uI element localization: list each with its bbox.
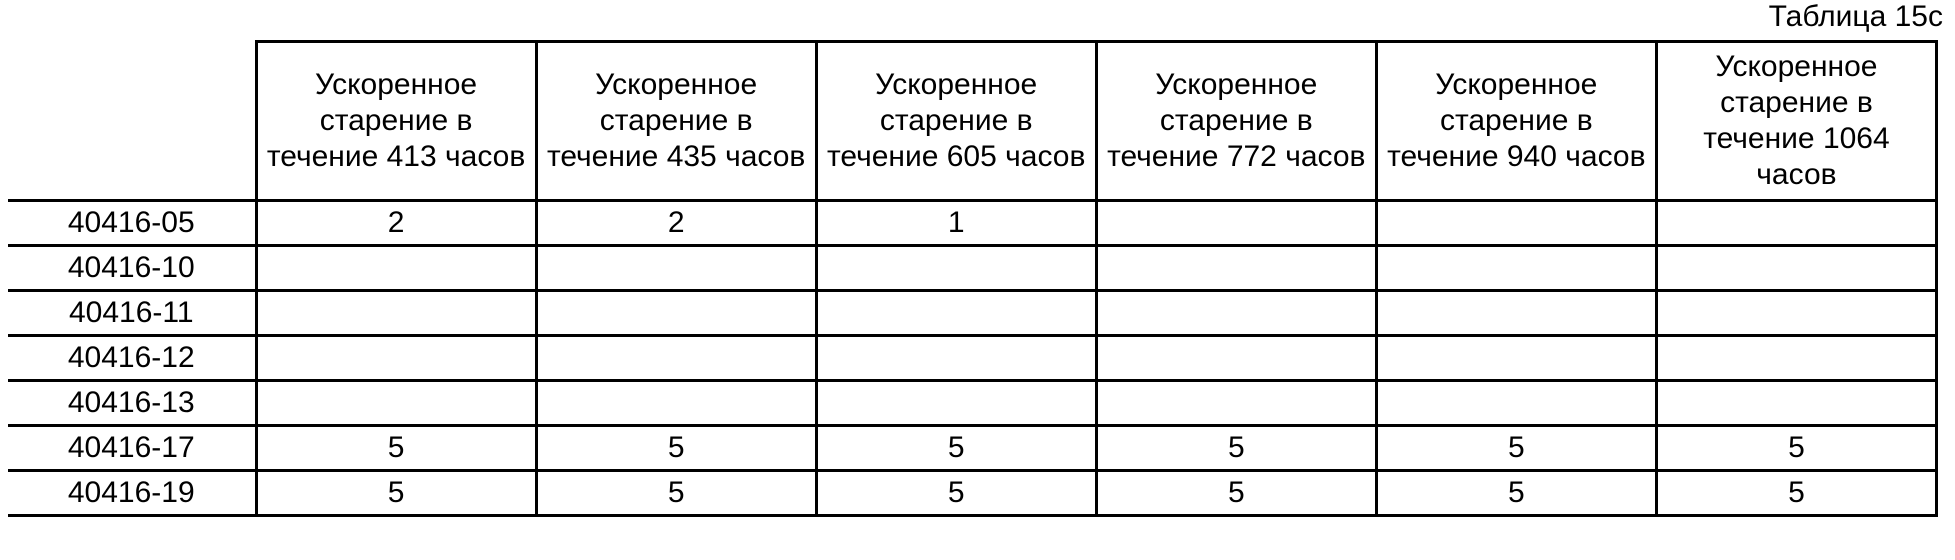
cell-value: [816, 291, 1096, 336]
cell-value: [1376, 246, 1656, 291]
cell-value: [1096, 201, 1376, 246]
table-header: [8, 42, 1937, 201]
table-caption: Таблица 15с: [1768, 0, 1943, 33]
row-label: 40416-19: [8, 471, 256, 516]
row-label: 40416-11: [8, 291, 256, 336]
header-cell-413h: Ускоренное старение в течение 413 часов: [256, 42, 536, 201]
cell-value: [1376, 336, 1656, 381]
cell-value: [816, 246, 1096, 291]
row-label: 40416-12: [8, 336, 256, 381]
cell-value: [1376, 381, 1656, 426]
table-row: [8, 201, 1937, 246]
row-label: 40416-10: [8, 246, 256, 291]
cell-value: 5: [816, 471, 1096, 516]
cell-value: [816, 381, 1096, 426]
cell-value: 5: [256, 471, 536, 516]
cell-value: [536, 291, 816, 336]
cell-value: [256, 336, 536, 381]
table-row: [8, 381, 1937, 426]
header-cell-940h: Ускоренное старение в течение 940 часов: [1376, 42, 1656, 201]
cell-value: [1656, 336, 1936, 381]
cell-value: 5: [256, 426, 536, 471]
cell-value: [536, 381, 816, 426]
cell-value: 5: [536, 471, 816, 516]
table-row: [8, 336, 1937, 381]
cell-value: 2: [536, 201, 816, 246]
cell-value: 5: [816, 426, 1096, 471]
cell-value: [256, 246, 536, 291]
table-row: [8, 471, 1937, 516]
row-label: 40416-17: [8, 426, 256, 471]
cell-value: [1656, 381, 1936, 426]
cell-value: [1096, 381, 1376, 426]
cell-value: [536, 246, 816, 291]
cell-value: 1: [816, 201, 1096, 246]
cell-value: [256, 291, 536, 336]
cell-value: [536, 336, 816, 381]
header-row: [8, 42, 1937, 201]
header-cell-1064h: Ускоренное старение в течение 1064 часов: [1656, 42, 1936, 201]
cell-value: [1096, 291, 1376, 336]
table-row: [8, 291, 1937, 336]
row-label: 40416-13: [8, 381, 256, 426]
cell-value: [256, 381, 536, 426]
cell-value: 5: [536, 426, 816, 471]
cell-value: 2: [256, 201, 536, 246]
cell-value: [816, 336, 1096, 381]
cell-value: [1096, 246, 1376, 291]
cell-value: 5: [1656, 426, 1936, 471]
cell-value: [1656, 291, 1936, 336]
header-cell-corner: [8, 42, 256, 201]
cell-value: 5: [1656, 471, 1936, 516]
cell-value: 5: [1096, 426, 1376, 471]
cell-value: [1376, 201, 1656, 246]
cell-value: [1656, 246, 1936, 291]
cell-value: [1096, 336, 1376, 381]
header-cell-435h: Ускоренное старение в течение 435 часов: [536, 42, 816, 201]
header-cell-605h: Ускоренное старение в течение 605 часов: [816, 42, 1096, 201]
row-label: 40416-05: [8, 201, 256, 246]
header-cell-772h: Ускоренное старение в течение 772 часов: [1096, 42, 1376, 201]
table-container: [8, 40, 1938, 517]
cell-value: 5: [1376, 426, 1656, 471]
table-body: [8, 201, 1937, 516]
aging-results-table: [8, 40, 1938, 517]
table-row: [8, 426, 1937, 471]
cell-value: 5: [1096, 471, 1376, 516]
table-row: [8, 246, 1937, 291]
cell-value: 5: [1376, 471, 1656, 516]
cell-value: [1376, 291, 1656, 336]
cell-value: [1656, 201, 1936, 246]
